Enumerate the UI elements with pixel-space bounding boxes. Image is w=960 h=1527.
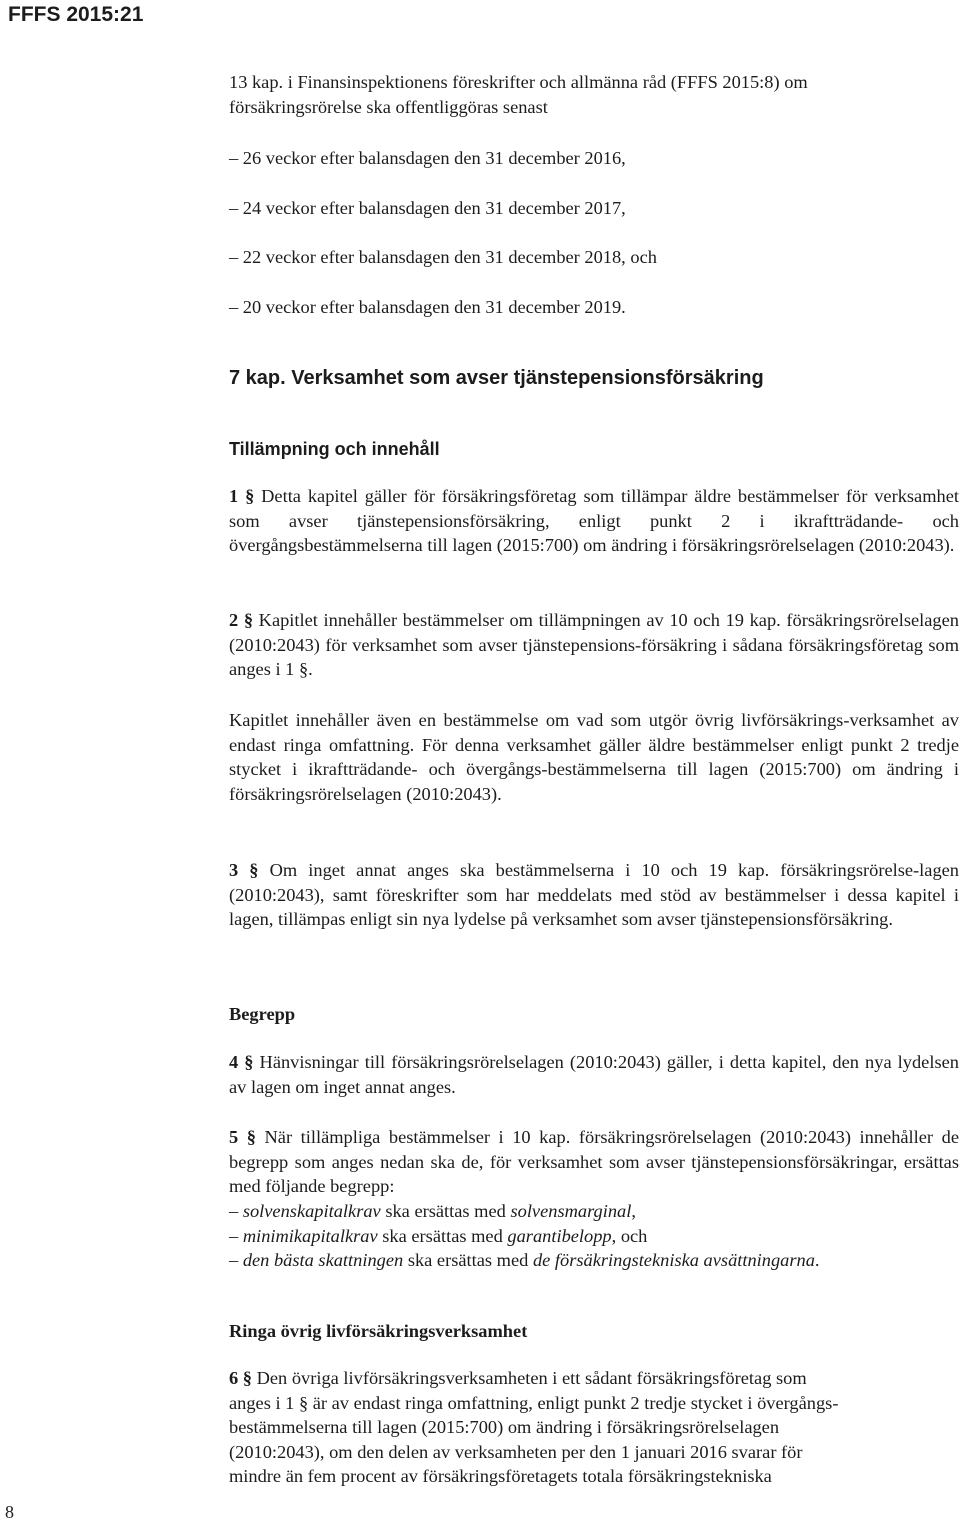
list-item — [229, 1224, 959, 1249]
replacement-term: garantibelopp — [507, 1225, 612, 1246]
document-header: FFFS 2015:21 — [8, 3, 144, 26]
paragraph-1 — [229, 484, 959, 558]
paragraph-text: Detta kapitel gäller för försäkringsföretag som tillämpar äldre bestämmelser för verksamhet som avser tjänstepensionsförsäkring, enligt punkt 2 i ikraftträdande- och övergångsbestämmelserna till lagen (2015:700) om ändring i försäkringsrörelselagen (2010:2043). — [229, 486, 959, 555]
paragraph-text: När tillämpliga bestämmelser i 10 kap. försäkringsrörelselagen (2010:2043) innehåller de begrepp som anges nedan ska de, för verksamhet som avser tjänstepensionsförsäkringar, ersättas med följande begrepp: — [229, 1127, 959, 1196]
page-number: 8 — [5, 1502, 14, 1522]
list-end: . — [814, 1250, 820, 1270]
intro-line: försäkringsrörelse ska offentliggöras senast — [229, 96, 548, 117]
paragraph-number: 2 § — [229, 610, 254, 630]
paragraph-2-continued — [229, 708, 959, 806]
paragraph-line: mindre än fem procent av försäkringsföretagets totala försäkringstekniska — [229, 1466, 772, 1486]
paragraph-5 — [229, 1125, 959, 1199]
section-heading: Tillämpning och innehåll — [229, 439, 440, 459]
intro-line: 13 kap. i Finansinspektionens föreskrifter och allmänna råd (FFFS 2015:8) om — [229, 72, 808, 92]
connector-text: ska ersättas med — [385, 1201, 506, 1221]
chapter-heading — [229, 366, 959, 391]
paragraph-text: Hänvisningar till försäkringsrörelselagen (2010:2043) gäller, i detta kapitel, den nya lydelsen av lagen om inget annat anges. — [229, 1052, 959, 1097]
paragraph-text: Kapitlet innehåller bestämmelser om tillämpningen av 10 och 19 kap. försäkringsrörelselagen (2010:2043) för verksamhet som avser tjänstepensions-försäkring i sådana försäkringsföretag som anges i 1 §. — [229, 610, 959, 679]
paragraph-line: bestämmelserna till lagen (2015:700) om ändring i försäkringsrörelselagen — [229, 1417, 780, 1437]
list-dash: – — [229, 1225, 239, 1246]
term: den bästa skattningen — [242, 1250, 404, 1270]
paragraph-number: 1 § — [229, 486, 255, 506]
paragraph-text: Kapitlet innehåller även en bestämmelse om vad som utgör övrig livförsäkrings-verksamhet av endast ringa omfattning. För denna verksamhet gäller äldre bestämmelser enligt punkt 2 tredje stycket i ikraftträdande- och övergångs-bestämmelserna till lagen (2015:700) om ändring i försäkringsrörelselagen (2010:2043). — [229, 710, 959, 804]
paragraph-number: 3 § — [229, 860, 259, 880]
list-item — [229, 1199, 959, 1224]
paragraph-3 — [229, 858, 959, 932]
paragraph-2 — [229, 608, 959, 682]
paragraph-4 — [229, 1050, 959, 1099]
intro-paragraph — [229, 70, 959, 119]
term-list — [229, 1199, 959, 1273]
replacement-term: de försäkringstekniska avsättningarna — [532, 1250, 815, 1270]
paragraph-line: anges i 1 § är av endast ringa omfattning, enligt punkt 2 tredje stycket i övergångs- — [229, 1392, 839, 1413]
deadline-list — [229, 146, 959, 319]
paragraph-number: 5 § — [229, 1127, 256, 1147]
paragraph-line — [229, 1366, 959, 1391]
paragraph-text: Den övriga livförsäkringsverksamheten i ett sådant försäkringsföretag som — [256, 1368, 807, 1388]
list-dash: – — [229, 1201, 239, 1221]
list-item: – 24 veckor efter balansdagen den 31 december 2017, — [229, 197, 626, 218]
section-heading: Ringa övrig livförsäkringsverksamhet — [229, 1321, 528, 1341]
paragraph-text: Om inget annat anges ska bestämmelserna i 10 och 19 kap. försäkringsrörelse-lagen (2010:2043), samt föreskrifter som har meddelats med stöd av bestämmelser i dessa kapitel i lagen, tillämpas enligt sin nya lydelse på verksamhet som avser tjänstepensionsförsäkring. — [229, 860, 960, 929]
list-end: , — [631, 1201, 636, 1221]
paragraph-line: (2010:2043), om den delen av verksamheten per den 1 januari 2016 svarar för — [229, 1441, 803, 1462]
paragraph-number: 6 § — [229, 1368, 252, 1388]
connector-text: ska ersättas med — [382, 1225, 503, 1246]
chapter-title: Verksamhet som avser tjänstepensionsförsäkring — [291, 367, 764, 389]
list-item: – 20 veckor efter balansdagen den 31 december 2019. — [229, 296, 626, 317]
section-heading: Begrepp — [229, 1004, 296, 1024]
connector-text: ska ersättas med — [407, 1250, 529, 1270]
list-item: – 22 veckor efter balansdagen den 31 december 2018, och — [229, 247, 657, 267]
term: minimikapitalkrav — [242, 1225, 378, 1246]
paragraph-6 — [229, 1366, 959, 1489]
term: solvenskapitalkrav — [242, 1201, 381, 1221]
paragraph-number: 4 § — [229, 1052, 254, 1072]
list-dash: – — [229, 1250, 239, 1270]
list-item: – 26 veckor efter balansdagen den 31 december 2016, — [229, 148, 626, 168]
replacement-term: solvensmarginal — [510, 1201, 632, 1221]
list-item — [229, 1248, 959, 1273]
list-end: , och — [611, 1225, 648, 1246]
chapter-number: 7 kap. — [229, 367, 286, 389]
